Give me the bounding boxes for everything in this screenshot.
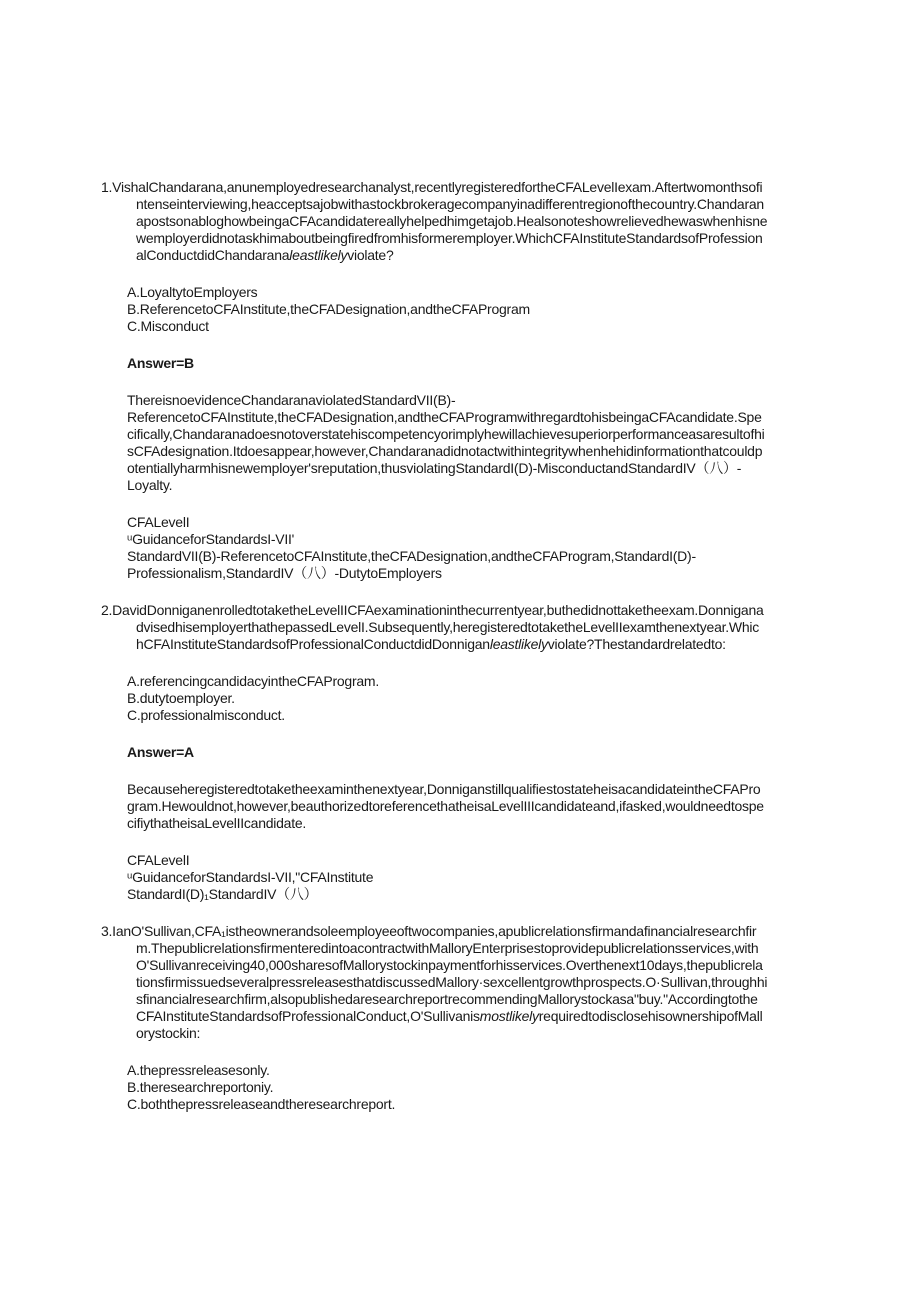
text-line bbox=[0, 1096, 920, 1113]
text-line bbox=[0, 548, 920, 565]
text-line bbox=[0, 636, 920, 653]
text-line bbox=[0, 852, 920, 869]
text-line bbox=[0, 247, 920, 264]
answer-2 bbox=[0, 744, 920, 761]
text-segment: 2.DavidDonniganenrolledtotaketheLevelIICFAexaminationinthecurrentyear,buthedidnottaketheexam.Donnigana bbox=[101, 602, 764, 618]
text-line bbox=[0, 744, 920, 761]
reference-1 bbox=[0, 514, 920, 582]
text-line bbox=[0, 301, 920, 318]
text-line bbox=[0, 957, 920, 974]
text-segment: A.referencingcandidacyintheCFAProgram. bbox=[127, 673, 379, 689]
text-segment: Loyalty. bbox=[127, 477, 173, 493]
text-segment: ntenseinterviewing,heacceptsajobwithastockbrokeragecompanyinadifferentregionofthecountry.Chandaran bbox=[136, 196, 764, 212]
answer-1 bbox=[0, 355, 920, 372]
text-line bbox=[0, 230, 920, 247]
text-segment: ᵘGuidanceforStandardsI-VII,"CFAInstitute bbox=[127, 869, 374, 885]
text-segment: CFALevelI bbox=[127, 852, 190, 868]
emphasis-text: mostlikely bbox=[479, 1008, 539, 1024]
text-segment: apostsonabloghowbeingaCFAcandidatereallyhelpedhimgetajob.Healsonoteshowrelievedhewaswhenhisne bbox=[136, 213, 768, 229]
text-line bbox=[0, 781, 920, 798]
text-line bbox=[0, 196, 920, 213]
text-line bbox=[0, 1025, 920, 1042]
text-line bbox=[0, 940, 920, 957]
text-segment: ᵘGuidanceforStandardsI-VII' bbox=[127, 531, 295, 547]
text-segment: otentiallyharmhisnewemployer'sreputation,thusviolatingStandardI(D)-MisconductandStandardIV（八）- bbox=[127, 460, 742, 476]
question-2 bbox=[0, 602, 920, 653]
text-line bbox=[0, 460, 920, 477]
text-line bbox=[0, 602, 920, 619]
text-line bbox=[0, 974, 920, 991]
text-segment: Answer=A bbox=[127, 744, 194, 760]
options-1 bbox=[0, 284, 920, 335]
text-line bbox=[0, 1008, 920, 1025]
text-segment: 1.VishalChandarana,anunemployedresearchanalyst,recentlyregisteredfortheCFALevelIexam.Aftertwomonthsofi bbox=[101, 179, 763, 195]
text-segment: C.Misconduct bbox=[127, 318, 209, 334]
text-segment: StandardI(D)₁StandardIV（八） bbox=[127, 886, 318, 902]
text-line bbox=[0, 213, 920, 230]
text-line bbox=[0, 531, 920, 548]
reference-2 bbox=[0, 852, 920, 903]
text-segment: B.ReferencetoCFAInstitute,theCFADesignation,andtheCFAProgram bbox=[127, 301, 530, 317]
text-segment: B.dutytoemployer. bbox=[127, 690, 235, 706]
text-segment: sCFAdesignation.Itdoesappear,however,Chandaranadidnotactwithintegritywhenhehidinformationthatcouldp bbox=[127, 443, 763, 459]
text-segment: Answer=B bbox=[127, 355, 194, 371]
text-segment: B.theresearchreportoniy. bbox=[127, 1079, 274, 1095]
text-segment: requiredtodisclosehisownershipofMall bbox=[538, 1008, 763, 1024]
text-line bbox=[0, 886, 920, 903]
text-line bbox=[0, 798, 920, 815]
text-segment: cifiythatheisaLevelIIcandidate. bbox=[127, 815, 307, 831]
text-segment: dvisedhisemployerthathepassedLevelI.Subsequently,heregisteredtotaketheLevelIIexamthenextyear.Whic bbox=[136, 619, 759, 635]
options-3 bbox=[0, 1062, 920, 1113]
text-segment: Professionalism,StandardIV（八）-DutytoEmployers bbox=[127, 565, 442, 581]
question-3 bbox=[0, 923, 920, 1042]
text-segment: A.LoyaltytoEmployers bbox=[127, 284, 258, 300]
text-line bbox=[0, 355, 920, 372]
explanation-1 bbox=[0, 392, 920, 494]
text-segment: A.thepressreleasesonly. bbox=[127, 1062, 270, 1078]
text-line bbox=[0, 815, 920, 832]
text-segment: 3.IanO'Sullivan,CFA₁istheownerandsoleemployeeoftwocompanies,apublicrelationsfirmandafinancialresearchfir bbox=[101, 923, 757, 939]
text-segment: violate? bbox=[347, 247, 394, 263]
text-segment: wemployerdidnotaskhimaboutbeingfiredfromhisformeremployer.WhichCFAInstituteStandardsofProfession bbox=[136, 230, 763, 246]
text-segment: Becauseheregisteredtotaketheexaminthenextyear,DonniganstillqualifiestostateheisacandidateintheCFAPro bbox=[127, 781, 761, 797]
text-segment: orystockin: bbox=[136, 1025, 201, 1041]
text-line bbox=[0, 690, 920, 707]
text-line bbox=[0, 619, 920, 636]
text-line bbox=[0, 707, 920, 724]
text-segment: StandardVII(B)-ReferencetoCFAInstitute,theCFADesignation,andtheCFAProgram,StandardI(D)- bbox=[127, 548, 696, 564]
text-segment: m.ThepublicrelationsfirmenteredintoacontractwithMalloryEnterprisestoprovidepublicrelationsservices,with bbox=[136, 940, 759, 956]
question-1 bbox=[0, 179, 920, 264]
text-line bbox=[0, 869, 920, 886]
emphasis-text: leastlikely bbox=[289, 247, 348, 263]
text-line bbox=[0, 1062, 920, 1079]
text-line bbox=[0, 1079, 920, 1096]
text-segment: violate?Thestandardrelatedto: bbox=[547, 636, 726, 652]
text-line bbox=[0, 565, 920, 582]
text-segment: hCFAInstituteStandardsofProfessionalConductdidDonnigan bbox=[136, 636, 490, 652]
text-segment: C.boththepressreleaseandtheresearchreport. bbox=[127, 1096, 396, 1112]
text-segment: tionsfirmissuedseveralpressreleasesthatdiscussedMallory·sexcellentgrowthprospects.O·Sullivan,throughhi bbox=[136, 974, 768, 990]
text-segment: C.professionalmisconduct. bbox=[127, 707, 285, 723]
text-line bbox=[0, 318, 920, 335]
text-segment: sfinancialresearchfirm,alsopublishedaresearchreportrecommendingMallorystockasa"buy."Accordingtothe bbox=[136, 991, 758, 1007]
text-line bbox=[0, 673, 920, 690]
text-segment: alConductdidChandarana bbox=[136, 247, 290, 263]
text-segment: ReferencetoCFAInstitute,theCFADesignation,andtheCFAProgramwithregardtohisbeingaCFAcandidate.Spe bbox=[127, 409, 762, 425]
document-page bbox=[0, 179, 920, 1133]
text-line bbox=[0, 409, 920, 426]
text-segment: ThereisnoevidenceChandaranaviolatedStandardVII(B)- bbox=[127, 392, 456, 408]
text-segment: O'Sullivanreceiving40,000sharesofMallorystockinpaymentforhisservices.Overthenext10days,thepublicrela bbox=[136, 957, 763, 973]
text-line bbox=[0, 443, 920, 460]
text-segment: CFALevelI bbox=[127, 514, 190, 530]
options-2 bbox=[0, 673, 920, 724]
text-segment: cifically,Chandaranadoesnotoverstatehiscompetencyorimplyhewillachievesuperiorperformanceasaresultofhi bbox=[127, 426, 765, 442]
explanation-2 bbox=[0, 781, 920, 832]
text-line bbox=[0, 426, 920, 443]
text-line bbox=[0, 179, 920, 196]
text-line bbox=[0, 514, 920, 531]
text-line bbox=[0, 923, 920, 940]
text-line bbox=[0, 477, 920, 494]
text-line bbox=[0, 284, 920, 301]
text-line bbox=[0, 392, 920, 409]
text-segment: gram.Hewouldnot,however,beauthorizedtoreferencethatheisaLevelIIIcandidateand,ifasked,wouldneedtospe bbox=[127, 798, 764, 814]
emphasis-text: leastlikely bbox=[489, 636, 548, 652]
text-segment: CFAInstituteStandardsofProfessionalConduct,O'Sullivanis bbox=[136, 1008, 480, 1024]
text-line bbox=[0, 991, 920, 1008]
